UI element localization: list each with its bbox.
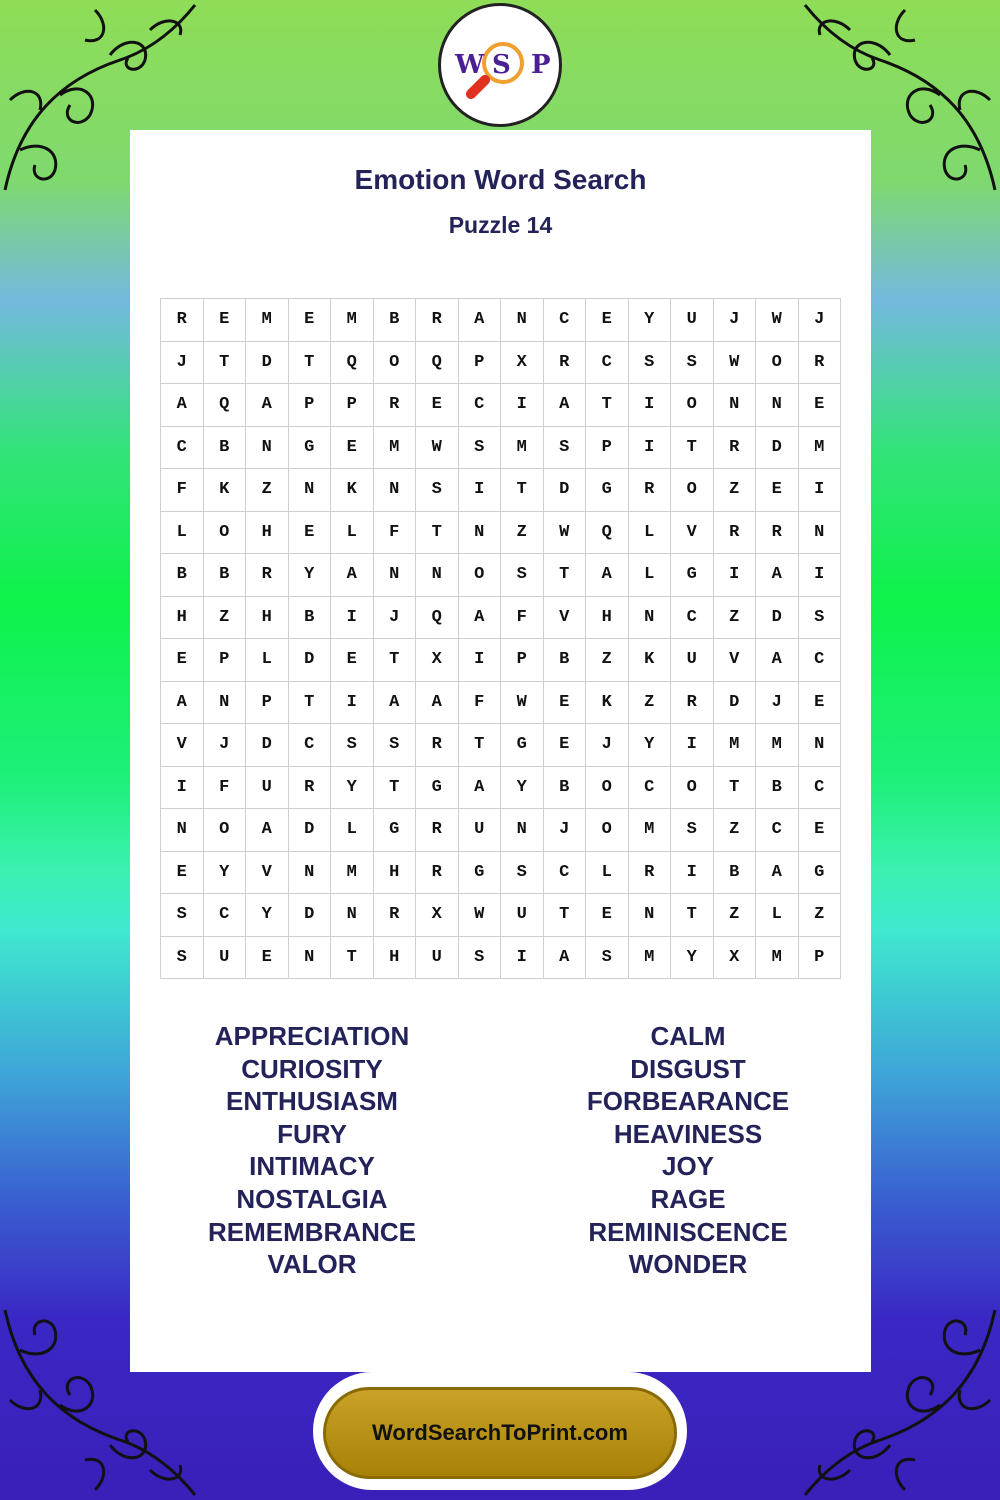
grid-cell[interactable]: T <box>544 554 587 597</box>
grid-cell[interactable]: Y <box>629 724 672 767</box>
grid-cell[interactable]: N <box>799 512 842 555</box>
grid-cell[interactable]: E <box>161 852 204 895</box>
grid-cell[interactable]: J <box>161 342 204 385</box>
grid-cell[interactable]: M <box>246 299 289 342</box>
grid-cell[interactable]: R <box>374 384 417 427</box>
grid-cell[interactable]: Y <box>289 554 332 597</box>
grid-cell[interactable]: W <box>544 512 587 555</box>
grid-cell[interactable]: M <box>629 809 672 852</box>
grid-cell[interactable]: Z <box>714 597 757 640</box>
word-list-item: WONDER <box>628 1249 748 1280</box>
grid-cell[interactable]: V <box>544 597 587 640</box>
grid-cell[interactable]: J <box>544 809 587 852</box>
grid-cell[interactable]: G <box>586 469 629 512</box>
grid-cell[interactable]: A <box>331 554 374 597</box>
grid-cell[interactable]: B <box>374 299 417 342</box>
grid-cell[interactable]: G <box>416 767 459 810</box>
grid-cell[interactable]: S <box>161 894 204 937</box>
grid-cell[interactable]: R <box>544 342 587 385</box>
grid-cell[interactable]: N <box>374 469 417 512</box>
grid-cell[interactable]: I <box>331 597 374 640</box>
grid-cell[interactable]: O <box>586 767 629 810</box>
grid-cell[interactable]: E <box>289 299 332 342</box>
grid-cell[interactable]: I <box>799 469 842 512</box>
page-title: Emotion Word Search <box>354 164 647 195</box>
grid-cell[interactable]: A <box>161 682 204 725</box>
grid-cell[interactable]: Q <box>331 342 374 385</box>
grid-cell[interactable]: X <box>416 894 459 937</box>
grid-cell[interactable]: L <box>246 639 289 682</box>
grid-cell[interactable]: C <box>756 809 799 852</box>
grid-cell[interactable]: B <box>544 767 587 810</box>
grid-cell[interactable]: I <box>501 937 544 980</box>
grid-cell[interactable]: S <box>671 809 714 852</box>
grid-cell[interactable]: B <box>544 639 587 682</box>
grid-cell[interactable]: E <box>204 299 247 342</box>
grid-cell[interactable]: P <box>501 639 544 682</box>
grid-cell[interactable]: R <box>629 852 672 895</box>
grid-cell[interactable]: A <box>756 554 799 597</box>
grid-cell[interactable]: D <box>756 427 799 470</box>
grid-cell[interactable]: S <box>629 342 672 385</box>
grid-cell[interactable]: S <box>501 554 544 597</box>
grid-cell[interactable]: C <box>544 852 587 895</box>
word-list-item: FORBEARANCE <box>586 1086 790 1117</box>
grid-cell[interactable]: S <box>799 597 842 640</box>
grid-cell[interactable]: G <box>289 427 332 470</box>
grid-cell[interactable]: T <box>714 767 757 810</box>
grid-cell[interactable]: A <box>374 682 417 725</box>
grid-cell[interactable]: H <box>161 597 204 640</box>
grid-cell[interactable]: U <box>671 299 714 342</box>
grid-cell[interactable]: Z <box>501 512 544 555</box>
grid-cell[interactable]: E <box>331 639 374 682</box>
grid-cell[interactable]: W <box>756 299 799 342</box>
grid-cell[interactable]: T <box>331 937 374 980</box>
grid-cell[interactable]: E <box>544 724 587 767</box>
grid-cell[interactable]: R <box>671 682 714 725</box>
grid-cell[interactable]: I <box>671 852 714 895</box>
grid-cell[interactable]: R <box>799 342 842 385</box>
grid-cell[interactable]: T <box>501 469 544 512</box>
grid-cell[interactable]: C <box>586 342 629 385</box>
grid-cell[interactable]: S <box>459 427 502 470</box>
grid-cell[interactable]: Z <box>246 469 289 512</box>
grid-cell[interactable]: C <box>799 767 842 810</box>
grid-cell[interactable]: Y <box>629 299 672 342</box>
grid-cell[interactable]: V <box>714 639 757 682</box>
grid-cell[interactable]: H <box>374 852 417 895</box>
grid-cell[interactable]: U <box>501 894 544 937</box>
grid-cell[interactable]: E <box>331 427 374 470</box>
word-list-item: REMEMBRANCE <box>208 1216 416 1247</box>
grid-cell[interactable]: Z <box>714 894 757 937</box>
grid-cell[interactable]: E <box>799 682 842 725</box>
grid-cell[interactable]: N <box>459 512 502 555</box>
grid-cell[interactable]: I <box>161 767 204 810</box>
grid-cell[interactable]: Z <box>204 597 247 640</box>
grid-cell[interactable]: D <box>714 682 757 725</box>
grid-cell[interactable]: A <box>459 299 502 342</box>
grid-cell[interactable]: X <box>714 937 757 980</box>
grid-cell[interactable]: B <box>714 852 757 895</box>
grid-cell[interactable]: V <box>161 724 204 767</box>
grid-cell[interactable]: P <box>289 384 332 427</box>
grid-cell[interactable]: R <box>161 299 204 342</box>
grid-cell[interactable]: N <box>289 852 332 895</box>
grid-cell[interactable]: I <box>459 469 502 512</box>
grid-cell[interactable]: S <box>331 724 374 767</box>
grid-cell[interactable]: O <box>671 469 714 512</box>
wsp-logo[interactable] <box>438 3 562 127</box>
grid-cell[interactable]: M <box>629 937 672 980</box>
grid-cell[interactable]: S <box>161 937 204 980</box>
grid-cell[interactable]: T <box>289 342 332 385</box>
grid-cell[interactable]: R <box>289 767 332 810</box>
grid-cell[interactable]: B <box>204 554 247 597</box>
grid-cell[interactable]: N <box>629 894 672 937</box>
grid-cell[interactable]: O <box>586 809 629 852</box>
grid-cell[interactable]: H <box>586 597 629 640</box>
grid-cell[interactable]: P <box>204 639 247 682</box>
grid-cell[interactable]: S <box>416 469 459 512</box>
grid-cell[interactable]: B <box>289 597 332 640</box>
grid-cell[interactable]: R <box>374 894 417 937</box>
grid-cell[interactable]: I <box>671 724 714 767</box>
grid-cell[interactable]: I <box>501 384 544 427</box>
word-list-item: CALM <box>650 1021 726 1051</box>
grid-cell[interactable]: T <box>459 724 502 767</box>
grid-cell[interactable]: G <box>799 852 842 895</box>
grid-cell[interactable]: Q <box>204 384 247 427</box>
footer-pill <box>313 1372 687 1490</box>
grid-cell[interactable]: U <box>246 767 289 810</box>
grid-cell[interactable]: R <box>416 299 459 342</box>
grid-cell[interactable]: N <box>416 554 459 597</box>
grid-cell[interactable]: Y <box>204 852 247 895</box>
grid-cell[interactable]: W <box>714 342 757 385</box>
grid-cell[interactable]: S <box>544 427 587 470</box>
grid-cell[interactable]: N <box>501 299 544 342</box>
grid-cell[interactable]: C <box>204 894 247 937</box>
grid-cell[interactable]: T <box>671 894 714 937</box>
grid-cell[interactable]: V <box>246 852 289 895</box>
grid-cell[interactable]: A <box>586 554 629 597</box>
grid-cell[interactable]: J <box>374 597 417 640</box>
grid-cell[interactable]: Z <box>714 469 757 512</box>
grid-cell[interactable]: I <box>799 554 842 597</box>
grid-cell[interactable]: J <box>714 299 757 342</box>
letter-grid <box>160 298 841 979</box>
grid-cell[interactable]: A <box>544 384 587 427</box>
word-list-item: RAGE <box>650 1183 726 1214</box>
grid-cell[interactable]: F <box>374 512 417 555</box>
grid-cell[interactable]: B <box>161 554 204 597</box>
word-list-left <box>147 1020 477 1281</box>
grid-cell[interactable]: F <box>204 767 247 810</box>
grid-cell[interactable]: Z <box>586 639 629 682</box>
grid-cell[interactable]: O <box>204 512 247 555</box>
grid-cell[interactable]: T <box>204 342 247 385</box>
word-list-item: ENTHUSIASM <box>226 1086 398 1117</box>
grid-cell[interactable]: C <box>161 427 204 470</box>
grid-cell[interactable]: I <box>331 682 374 725</box>
word-list-item: REMINISCENCE <box>588 1216 788 1247</box>
grid-cell[interactable]: J <box>799 299 842 342</box>
grid-cell[interactable]: T <box>544 894 587 937</box>
grid-cell[interactable]: A <box>459 767 502 810</box>
grid-cell[interactable]: G <box>459 852 502 895</box>
grid-cell[interactable]: D <box>544 469 587 512</box>
word-list-item: CURIOSITY <box>241 1053 383 1084</box>
grid-cell[interactable]: R <box>416 809 459 852</box>
word-list-item: INTIMACY <box>249 1151 375 1182</box>
grid-cell[interactable]: P <box>459 342 502 385</box>
grid-cell[interactable]: M <box>756 937 799 980</box>
grid-cell[interactable]: D <box>289 639 332 682</box>
grid-cell[interactable]: X <box>501 342 544 385</box>
word-list-right <box>523 1020 853 1281</box>
grid-cell[interactable]: L <box>161 512 204 555</box>
grid-cell[interactable]: Z <box>799 894 842 937</box>
word-list-item: JOY <box>661 1151 715 1182</box>
grid-cell[interactable]: S <box>586 937 629 980</box>
grid-cell[interactable]: N <box>161 809 204 852</box>
grid-cell[interactable]: G <box>374 809 417 852</box>
grid-cell[interactable]: N <box>714 384 757 427</box>
grid-cell[interactable]: R <box>246 554 289 597</box>
grid-cell[interactable]: S <box>374 724 417 767</box>
grid-cell[interactable]: T <box>586 384 629 427</box>
grid-cell[interactable]: W <box>459 894 502 937</box>
grid-cell[interactable]: N <box>756 384 799 427</box>
grid-cell[interactable]: M <box>331 299 374 342</box>
grid-cell[interactable]: G <box>501 724 544 767</box>
grid-cell[interactable]: C <box>799 639 842 682</box>
grid-cell[interactable]: L <box>629 512 672 555</box>
word-list-item: DISGUST <box>630 1053 746 1084</box>
grid-cell[interactable]: E <box>586 299 629 342</box>
logo-letter-s: S <box>492 50 511 80</box>
word-list-item: VALOR <box>267 1249 357 1280</box>
grid-cell[interactable]: O <box>756 342 799 385</box>
grid-cell[interactable]: L <box>586 852 629 895</box>
grid-cell[interactable]: B <box>756 767 799 810</box>
grid-cell[interactable]: O <box>204 809 247 852</box>
grid-cell[interactable]: K <box>331 469 374 512</box>
grid-cell[interactable]: Q <box>416 597 459 640</box>
grid-cell[interactable]: O <box>374 342 417 385</box>
grid-cell[interactable]: C <box>671 597 714 640</box>
grid-cell[interactable]: F <box>161 469 204 512</box>
grid-cell[interactable]: O <box>671 384 714 427</box>
grid-cell[interactable]: X <box>416 639 459 682</box>
grid-cell[interactable]: J <box>586 724 629 767</box>
grid-cell[interactable]: D <box>756 597 799 640</box>
logo-letter-w: W <box>455 50 485 80</box>
grid-cell[interactable]: U <box>416 937 459 980</box>
grid-cell[interactable]: K <box>629 639 672 682</box>
grid-cell[interactable]: F <box>459 682 502 725</box>
grid-cell[interactable]: O <box>671 767 714 810</box>
grid-cell[interactable]: W <box>416 427 459 470</box>
grid-cell[interactable]: P <box>331 384 374 427</box>
grid-cell[interactable]: Z <box>714 809 757 852</box>
grid-cell[interactable]: I <box>459 639 502 682</box>
grid-cell[interactable]: M <box>374 427 417 470</box>
grid-cell[interactable]: J <box>204 724 247 767</box>
grid-cell[interactable]: B <box>204 427 247 470</box>
grid-cell[interactable]: M <box>799 427 842 470</box>
grid-cell[interactable]: F <box>501 597 544 640</box>
grid-cell[interactable]: E <box>799 384 842 427</box>
grid-cell[interactable]: L <box>756 894 799 937</box>
grid-cell[interactable]: Y <box>331 767 374 810</box>
grid-cell[interactable]: U <box>204 937 247 980</box>
grid-cell[interactable]: E <box>416 384 459 427</box>
grid-cell[interactable]: A <box>246 809 289 852</box>
grid-cell[interactable]: P <box>586 427 629 470</box>
grid-cell[interactable]: N <box>289 937 332 980</box>
grid-cell[interactable]: H <box>246 597 289 640</box>
word-list-item: HEAVINESS <box>613 1118 763 1149</box>
grid-cell[interactable]: Q <box>416 342 459 385</box>
grid-cell[interactable]: D <box>289 894 332 937</box>
grid-cell[interactable]: O <box>459 554 502 597</box>
word-list-item: FURY <box>277 1118 347 1149</box>
grid-cell[interactable]: T <box>671 427 714 470</box>
grid-cell[interactable]: I <box>629 427 672 470</box>
grid-cell[interactable]: H <box>246 512 289 555</box>
grid-cell[interactable]: T <box>374 767 417 810</box>
logo-letter-p: P <box>531 50 551 80</box>
grid-cell[interactable]: L <box>331 809 374 852</box>
grid-cell[interactable]: A <box>544 937 587 980</box>
grid-cell[interactable]: K <box>586 682 629 725</box>
grid-cell[interactable]: R <box>714 512 757 555</box>
grid-cell[interactable]: D <box>246 342 289 385</box>
grid-cell[interactable]: Y <box>246 894 289 937</box>
grid-cell[interactable]: I <box>629 384 672 427</box>
grid-cell[interactable]: T <box>416 512 459 555</box>
grid-cell[interactable]: N <box>501 809 544 852</box>
website-link-button[interactable]: WordSearchToPrint.com <box>323 1387 677 1479</box>
grid-cell[interactable]: M <box>501 427 544 470</box>
grid-cell[interactable]: Y <box>671 937 714 980</box>
grid-cell[interactable]: L <box>629 554 672 597</box>
grid-cell[interactable]: R <box>714 427 757 470</box>
grid-cell[interactable]: A <box>756 639 799 682</box>
grid-cell[interactable]: Y <box>501 767 544 810</box>
word-list-item: NOSTALGIA <box>236 1183 388 1214</box>
grid-cell[interactable]: N <box>204 682 247 725</box>
grid-cell[interactable]: J <box>756 682 799 725</box>
grid-cell[interactable]: N <box>374 554 417 597</box>
grid-cell[interactable]: M <box>714 724 757 767</box>
grid-cell[interactable]: N <box>331 894 374 937</box>
grid-cell[interactable]: A <box>756 852 799 895</box>
grid-cell[interactable]: P <box>799 937 842 980</box>
grid-cell[interactable]: E <box>544 682 587 725</box>
grid-cell[interactable]: A <box>416 682 459 725</box>
grid-cell[interactable]: T <box>374 639 417 682</box>
grid-cell[interactable]: E <box>161 639 204 682</box>
grid-cell[interactable]: E <box>756 469 799 512</box>
grid-cell[interactable]: E <box>289 512 332 555</box>
grid-cell[interactable]: D <box>246 724 289 767</box>
puzzle-panel <box>130 130 871 1372</box>
grid-cell[interactable]: H <box>374 937 417 980</box>
grid-cell[interactable]: C <box>629 767 672 810</box>
grid-cell[interactable]: L <box>331 512 374 555</box>
grid-cell[interactable]: K <box>204 469 247 512</box>
grid-cell[interactable]: W <box>501 682 544 725</box>
grid-cell[interactable]: C <box>459 384 502 427</box>
grid-cell[interactable]: Q <box>586 512 629 555</box>
grid-cell[interactable]: A <box>161 384 204 427</box>
grid-cell[interactable]: N <box>629 597 672 640</box>
grid-cell[interactable]: C <box>289 724 332 767</box>
grid-cell[interactable]: G <box>671 554 714 597</box>
grid-cell[interactable]: U <box>459 809 502 852</box>
grid-cell[interactable]: N <box>246 427 289 470</box>
grid-cell[interactable]: Z <box>629 682 672 725</box>
word-list-item: APPRECIATION <box>214 1021 410 1051</box>
grid-cell[interactable]: R <box>416 852 459 895</box>
grid-cell[interactable]: R <box>629 469 672 512</box>
grid-cell[interactable]: A <box>459 597 502 640</box>
grid-cell[interactable]: M <box>756 724 799 767</box>
grid-cell[interactable]: D <box>289 809 332 852</box>
grid-cell[interactable]: E <box>246 937 289 980</box>
grid-cell[interactable]: E <box>799 809 842 852</box>
grid-cell[interactable]: N <box>799 724 842 767</box>
grid-cell[interactable]: S <box>459 937 502 980</box>
grid-cell[interactable]: S <box>671 342 714 385</box>
grid-cell[interactable]: U <box>671 639 714 682</box>
grid-cell[interactable]: C <box>544 299 587 342</box>
puzzle-number: Puzzle 14 <box>448 212 553 238</box>
grid-cell[interactable]: E <box>586 894 629 937</box>
grid-cell[interactable]: M <box>331 852 374 895</box>
grid-cell[interactable]: A <box>246 384 289 427</box>
grid-cell[interactable]: R <box>756 512 799 555</box>
grid-cell[interactable]: T <box>289 682 332 725</box>
grid-cell[interactable]: R <box>416 724 459 767</box>
grid-cell[interactable]: S <box>501 852 544 895</box>
grid-cell[interactable]: V <box>671 512 714 555</box>
grid-cell[interactable]: P <box>246 682 289 725</box>
grid-cell[interactable]: N <box>289 469 332 512</box>
grid-cell[interactable]: I <box>714 554 757 597</box>
